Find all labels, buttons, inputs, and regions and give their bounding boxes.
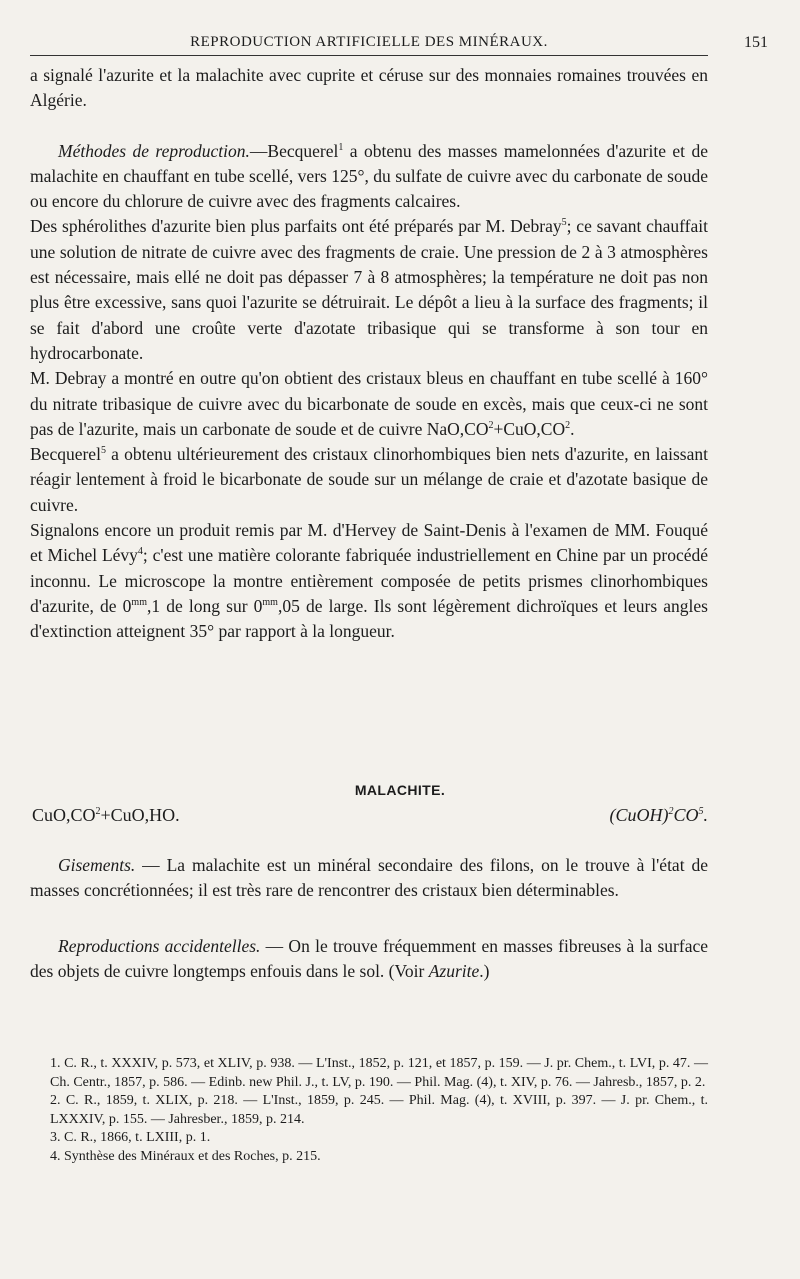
methods-heading: Méthodes de reproduction. [58, 140, 250, 161]
main-text-malachite [30, 853, 708, 984]
footnote-4: 4. Synthèse des Minéraux et des Roches, p. 215. [50, 1148, 321, 1164]
azurite-reference: Azurite [428, 960, 480, 981]
paragraph-signalons: Signalons encore un produit remis par M. d'Hervey de Saint-Denis à l'examen de MM. Fouqué et Michel Lévy$^4$; c'est une matière colorante fabriquée industriellement en Chine par un procédé inconnu. Le microscope la montre entièrement composée de petits prismes clinorhombiques d'azurite, de $0^{mm},1$ de long sur $0^{mm},05$ de large. Ils sont légèrement dichroïques et leurs angles d'extinction atteignent 35° par rapport à la longueur. [30, 520, 708, 642]
paragraph-debray-2: M. Debray a montré en outre qu'on obtient des cristaux bleus en chauffant en tube scellé à 160° du nitrate tribasique de cuivre avec du bicarbonate de soude en excès, mais que ceux-ci ne sont pas de l'azurite, mais un carbonate de soude et de cuivre $NaO,CO^2+CuO,CO^2$. [30, 368, 708, 439]
header-rule [30, 55, 708, 56]
main-text-top [30, 63, 708, 645]
formula-atomic-notation: $(CuOH)^2CO^5$. [609, 805, 708, 825]
paragraph-methods: Méthodes de reproduction.—Becquerel$^1$ a obtenu des masses mamelonnées d'azurite et de malachite en chauffant en tube scellé, vers 125°, du sulfate de cuivre avec du carbonate de soude ou encore du chlorure de cuivre avec des fragments calcaires. [30, 140, 708, 212]
footnote-ref: 1 [338, 141, 344, 153]
footnote-2: 2. C. R., 1859, t. XLIX, p. 218. — L'Inst., 1859, p. 245. — Phil. Mag. (4), t. XVIII, p. 397. — J. pr. Chem., t. LXXXIV, p. 155. — Jahresber., 1859, p. 214. [50, 1093, 708, 1127]
paragraph-debray: Des sphérolithes d'azurite bien plus parfaits ont été préparés par M. Debray$^5$; ce savant chauffait une solution de nitrate de cuivre avec des fragments de craie. Une pression de 2 à 3 atmosphères est nécessaire, mais ellé ne doit pas dépasser 7 à 8 atmosphères; la température ne doit pas non plus être excessive, sans quoi l'azurite se détruirait. Le dépôt a lieu à la surface des fragments; il se fait d'abord une croûte verte d'azotate tribasique qui se transforme à son tour en hydrocarbonate. [30, 216, 708, 363]
footnote-3: 3. C. R., 1866, t. LXIII, p. 1. [50, 1130, 211, 1146]
running-header [30, 34, 768, 54]
paragraph-becquerel: Becquerel$^5$ a obtenu ultérieurement des cristaux clinorhombiques bien nets d'azurite, en laissant réagir lentement à froid le bicarbonate de soude sur un mélange de craie et d'azotate basique de cuivre. [30, 444, 708, 515]
gisements-heading: Gisements. [58, 855, 136, 875]
malachite-title: MALACHITE. [354, 782, 446, 798]
footnote-ref: 5 [561, 217, 567, 229]
page-number: 151 [744, 34, 768, 51]
footnotes [30, 1055, 708, 1167]
running-title: REPRODUCTION ARTIFICIELLE DES MINÉRAUX. [190, 34, 548, 50]
reproductions-heading: Reproductions accidentelles. [58, 935, 261, 956]
paragraph-gisements: Gisements. — La malachite est un minéral secondaire des filons, on le trouve à l'état de masses concrétionnées; il est très rare de rencontrer des cristaux bien déterminables. [30, 855, 708, 901]
footnote-1: 1. C. R., t. XXXIV, p. 573, et XLIV, p. 938. — L'Inst., 1852, p. 121, et 1857, p. 159. — J. pr. Chem., t. LVI, p. 47. — Ch. Centr., 1857, p. 586. — Edinb. new Phil. J., t. LV, p. 190. — Phil. Mag. (4), t. XIV, p. 76. — Jahresb., 1857, p. 2. [50, 1056, 708, 1090]
footnote-ref: 5 [100, 445, 106, 457]
footnote-ref: 4 [137, 546, 143, 558]
paragraph-reproductions: Reproductions accidentelles. — On le trouve fréquemment en masses fibreuses à la surface des objets de cuivre longtemps enfouis dans le sol. (Voir Azurite.) [30, 935, 708, 981]
paragraph-monnaies: a signalé l'azurite et la malachite avec cuprite et céruse sur des monnaies romaines trouvées en Algérie. [30, 65, 708, 111]
formula-oxide-notation: $CuO,CO^2+CuO,HO$. [32, 805, 180, 825]
